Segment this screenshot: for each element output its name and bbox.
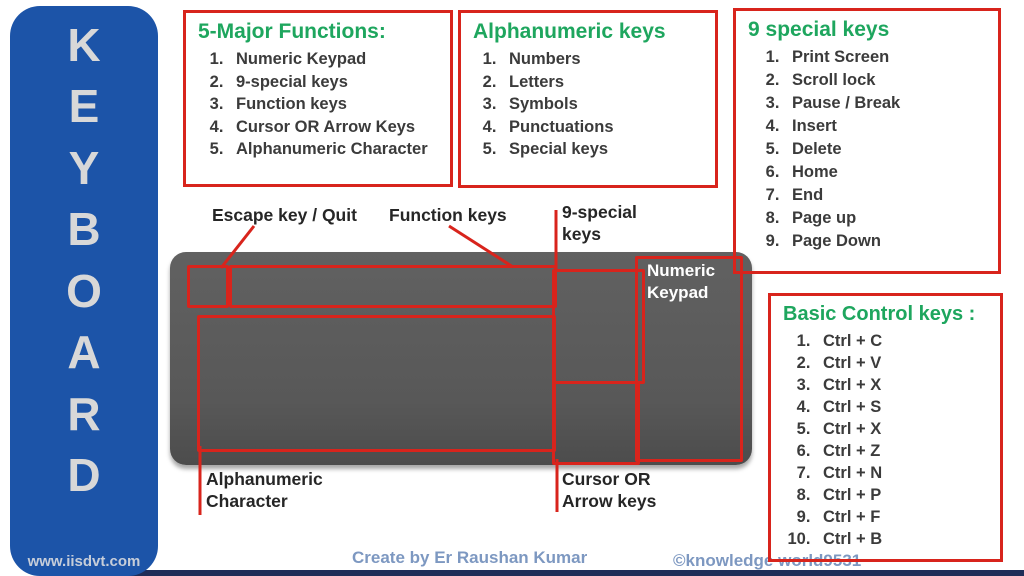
list-item: 9. Ctrl + F bbox=[815, 506, 1000, 528]
list-item: 4. Insert bbox=[784, 115, 998, 138]
list-item: 6. Home bbox=[784, 161, 998, 184]
numeric-keypad-highlight-box bbox=[635, 256, 743, 462]
banner-website-url: www.iisdvt.com bbox=[27, 553, 141, 570]
alphanumeric-keys-box bbox=[458, 10, 718, 188]
special-keys-list bbox=[736, 46, 998, 253]
numeric-keypad-label: Numeric Keypad bbox=[647, 261, 716, 302]
list-item: 3. Symbols bbox=[501, 93, 715, 116]
copyright-text: ©knowledge world9531 bbox=[673, 551, 862, 570]
function-keys-highlight-box bbox=[229, 265, 557, 308]
nine-special-keys-callout: 9-special keys bbox=[562, 202, 637, 244]
list-item: 5. Ctrl + X bbox=[815, 418, 1000, 440]
alphanumeric-keys-list bbox=[461, 48, 715, 161]
special-keys-title: 9 special keys bbox=[748, 18, 890, 41]
function-keys-callout: Function keys bbox=[389, 205, 507, 225]
list-item: 7. Ctrl + N bbox=[815, 462, 1000, 484]
special-keys-box bbox=[733, 8, 1001, 274]
list-item: 9. Page Down bbox=[784, 230, 998, 253]
banner-letter: E bbox=[68, 80, 100, 133]
list-item: 1. Numeric Keypad bbox=[228, 48, 450, 71]
list-item: 8. Page up bbox=[784, 207, 998, 230]
banner-letter: K bbox=[67, 19, 101, 71]
list-item: 5. Alphanumeric Character bbox=[228, 138, 450, 161]
major-functions-title: 5-Major Functions: bbox=[198, 20, 386, 43]
banner-letter: O bbox=[66, 264, 102, 317]
banner-letter: D bbox=[67, 448, 101, 501]
list-item: 1. Print Screen bbox=[784, 46, 998, 69]
esc-highlight-box bbox=[187, 265, 229, 308]
list-item: 5. Delete bbox=[784, 138, 998, 161]
list-item: 4. Cursor OR Arrow Keys bbox=[228, 116, 450, 139]
banner-letter: A bbox=[67, 326, 101, 379]
banner-letter: Y bbox=[68, 141, 100, 194]
list-item: 3. Pause / Break bbox=[784, 92, 998, 115]
list-item: 4. Punctuations bbox=[501, 116, 715, 139]
creator-credit: Create by Er Raushan Kumar bbox=[352, 548, 588, 567]
control-keys-box bbox=[768, 293, 1003, 562]
control-keys-title: Basic Control keys : bbox=[783, 303, 976, 325]
alphanumeric-keys-title: Alphanumeric keys bbox=[473, 20, 666, 43]
list-item: 2. Ctrl + V bbox=[815, 352, 1000, 374]
control-keys-list bbox=[771, 330, 1000, 550]
list-item: 2. Scroll lock bbox=[784, 69, 998, 92]
list-item: 1. Numbers bbox=[501, 48, 715, 71]
list-item: 1. Ctrl + C bbox=[815, 330, 1000, 352]
alphanumeric-character-callout: Alphanumeric Character bbox=[206, 469, 323, 511]
list-item: 2. 9-special keys bbox=[228, 71, 450, 94]
escape-key-callout: Escape key / Quit bbox=[212, 205, 357, 225]
special-keys-highlight-box bbox=[552, 269, 645, 384]
list-item: 5. Special keys bbox=[501, 138, 715, 161]
list-item: 6. Ctrl + Z bbox=[815, 440, 1000, 462]
bottom-accent-strip bbox=[92, 570, 1024, 576]
banner-letter: B bbox=[67, 203, 101, 256]
major-functions-list bbox=[186, 48, 450, 161]
major-functions-box bbox=[183, 10, 453, 187]
banner-letter: R bbox=[67, 387, 101, 440]
banner-vertical-title bbox=[10, 19, 158, 501]
arrow-keys-highlight-box bbox=[552, 381, 640, 465]
list-item: 7. End bbox=[784, 184, 998, 207]
list-item: 3. Ctrl + X bbox=[815, 374, 1000, 396]
keyboard-banner bbox=[10, 6, 158, 576]
list-item: 4. Ctrl + S bbox=[815, 396, 1000, 418]
list-item: 2. Letters bbox=[501, 71, 715, 94]
list-item: 3. Function keys bbox=[228, 93, 450, 116]
cursor-arrow-keys-callout: Cursor OR Arrow keys bbox=[562, 469, 657, 511]
list-item: 10. Ctrl + B bbox=[815, 528, 1000, 550]
list-item: 8. Ctrl + P bbox=[815, 484, 1000, 506]
alphanumeric-highlight-box bbox=[197, 315, 556, 452]
